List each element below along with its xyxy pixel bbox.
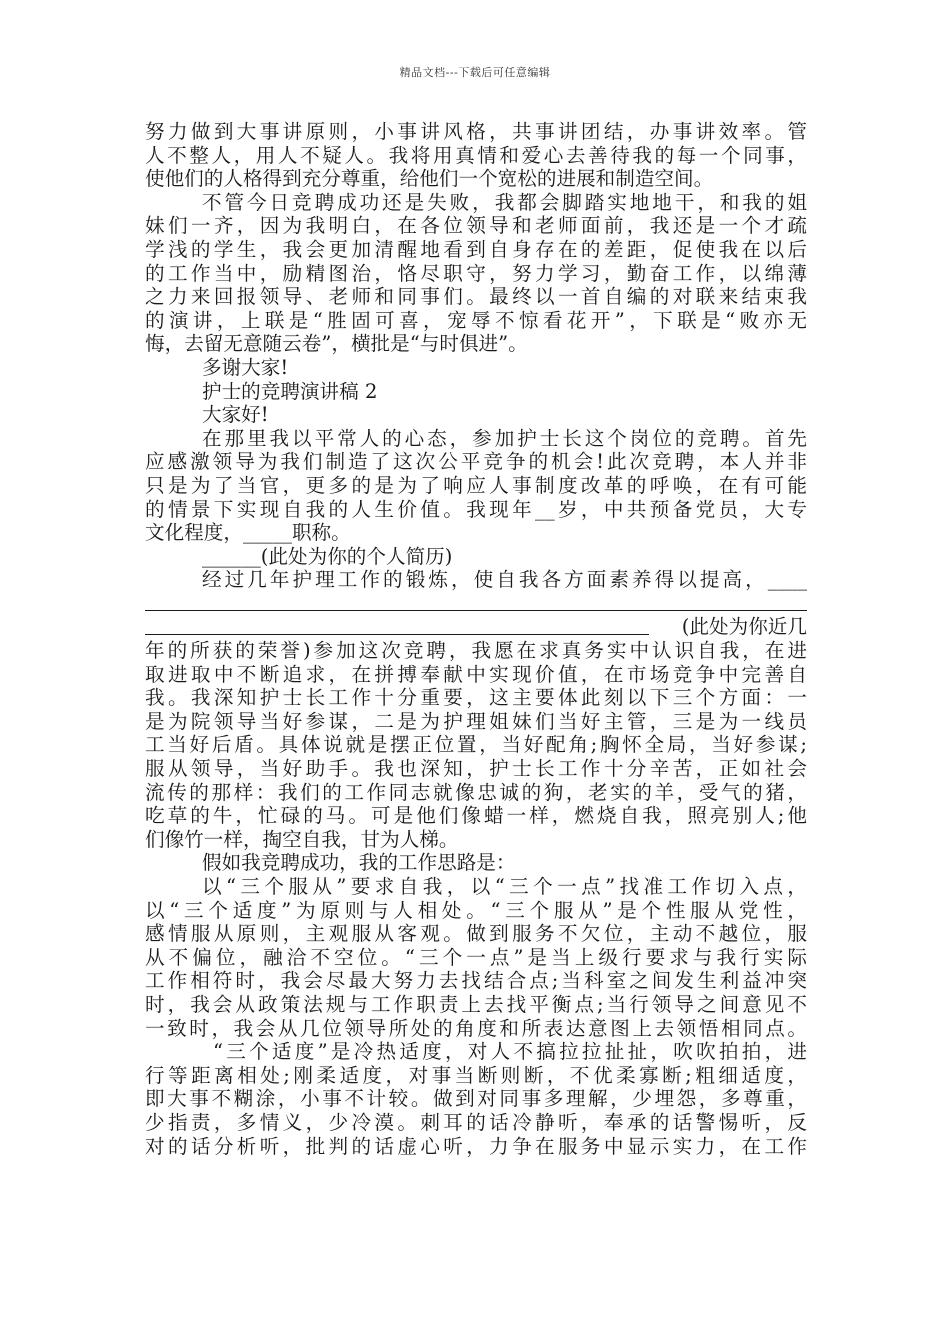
text-line: 行等距离相处;刚柔适度，对事当断则断，不优柔寡断;粗细适度， — [145, 1063, 807, 1087]
text-line: 取进取中不断追求，在拼搏奉献中实现价值，在市场竞争中完善自 — [145, 662, 807, 686]
text-line: 从不偏位，融洽不空位。“三个一点”是当上级行要求与我行实际 — [145, 945, 807, 969]
text-line: 大家好! — [202, 403, 269, 427]
text-line: 流传的那样：我们的工作同志就像忠诚的狗，老实的羊，受气的猪， — [145, 780, 807, 804]
text-line: 的演讲，上联是“胜固可喜，宠辱不惊看花开”，下联是“败亦无 — [145, 308, 807, 332]
document-body — [145, 120, 807, 1158]
text-line: 假如我竞聘成功，我的工作思路是： — [202, 851, 516, 875]
text-line: 学浅的学生，我会更加清醒地看到自身存在的差距，促使我在以后 — [145, 237, 807, 261]
text-line: 一致时，我会从几位领导所处的角度和所表达意图上去领悟相同点。 — [145, 1016, 807, 1040]
text-line: 多谢大家! — [202, 355, 289, 379]
text-line: 们像竹一样，掏空自我，甘为人梯。 — [145, 827, 459, 851]
text-line: ______(此处为你的个人简历) — [202, 544, 453, 568]
text-fragment: (此处为你近几 — [681, 615, 807, 639]
text-line: 少指责，多情义，少冷漠。刺耳的话冷静听，奉承的话警惕听，反 — [145, 1110, 807, 1134]
text-line: 时，我会从政策法规与工作职责上去找平衡点;当行领导之间意见不 — [145, 992, 807, 1016]
text-line: 努力做到大事讲原则，小事讲风格，共事讲团结，办事讲效率。管 — [145, 120, 807, 143]
text-line: 服从领导，当好助手。我也深知，护士长工作十分辛苦，正如社会 — [145, 757, 807, 781]
text-line: 以“三个服从”要求自我，以“三个一点”找准工作切入点， — [202, 875, 807, 898]
text-line: 吃草的牛，忙碌的马。可是他们像蜡一样，燃烧自我，照亮别人;他 — [145, 804, 807, 828]
page-header: 精品文档---下载后可任意编辑 — [399, 66, 551, 79]
blank-fill-line — [145, 615, 807, 639]
text-line: 感情服从原则，主观服从客观。做到服务不欠位，主动不越位，服 — [145, 922, 807, 946]
text-line: 妹们一齐，因为我明白，在各位领导和老师面前，我还是一个才疏 — [145, 214, 807, 238]
text-line: 人不整人，用人不疑人。我将用真情和爱心去善待我的每一个同事， — [145, 143, 807, 167]
text-line: 以“三个适度”为原则与人相处。“三个服从”是个性服从党性， — [145, 898, 807, 922]
text-line: 的工作当中，励精图治，恪尽职守，努力学习，勤奋工作，以绵薄 — [145, 261, 807, 285]
text-line: “三个适度”是冷热适度，对人不搞拉拉扯扯，吹吹拍拍，进 — [213, 1040, 807, 1064]
text-line: 经过几年护理工作的锻炼，使自我各方面素养得以提高，____ — [202, 568, 807, 592]
text-line: 年的所获的荣誉)参加这次竞聘，我愿在求真务实中认识自我，在进 — [145, 639, 807, 663]
text-line: 之力来回报领导、老师和同事们。最终以一首自编的对联来结束我 — [145, 285, 807, 309]
text-line: 只是为了当官，更多的是为了响应人事制度改革的呼唤，在有可能 — [145, 473, 807, 497]
text-line: 使他们的人格得到充分尊重，给他们一个宽松的进展和制造空间。 — [145, 167, 714, 191]
text-line: 不管今日竞聘成功还是失败，我都会脚踏实地地干，和我的姐 — [202, 190, 807, 214]
underline-blank — [145, 634, 649, 635]
text-line: 的情景下实现自我的人生价值。我现年__岁，中共预备党员，大专 — [145, 497, 807, 521]
text-line: 我。我深知护士长工作十分重要，这主要体此刻以下三个方面：一 — [145, 686, 807, 710]
text-line: 应感激领导为我们制造了这次公平竞争的机会!此次竞聘，本人并非 — [145, 450, 807, 474]
section-title: 护士的竞聘演讲稿 2 — [202, 379, 378, 403]
text-line: 即大事不糊涂，小事不计较。做到对同事多理解，少埋怨，多尊重， — [145, 1087, 807, 1111]
underline-blank — [145, 610, 807, 611]
blank-fill-line — [145, 592, 807, 616]
text-line: 工当好后盾。具体说就是摆正位置，当好配角;胸怀全局，当好参谋; — [145, 733, 807, 757]
text-line: 文化程度，_____职称。 — [145, 521, 351, 545]
text-line: 是为院领导当好参谋，二是为护理姐妹们当好主管，三是为一线员 — [145, 709, 807, 733]
text-line: 悔，去留无意随云卷”，横批是“与时俱进”。 — [145, 332, 528, 356]
text-line: 在那里我以平常人的心态，参加护士长这个岗位的竞聘。首先 — [202, 426, 807, 450]
text-line: 工作相符时，我会尽最大努力去找结合点;当科室之间发生利益冲突 — [145, 969, 807, 993]
text-line: 对的话分析听，批判的话虚心听，力争在服务中显示实力，在工作 — [145, 1134, 807, 1158]
